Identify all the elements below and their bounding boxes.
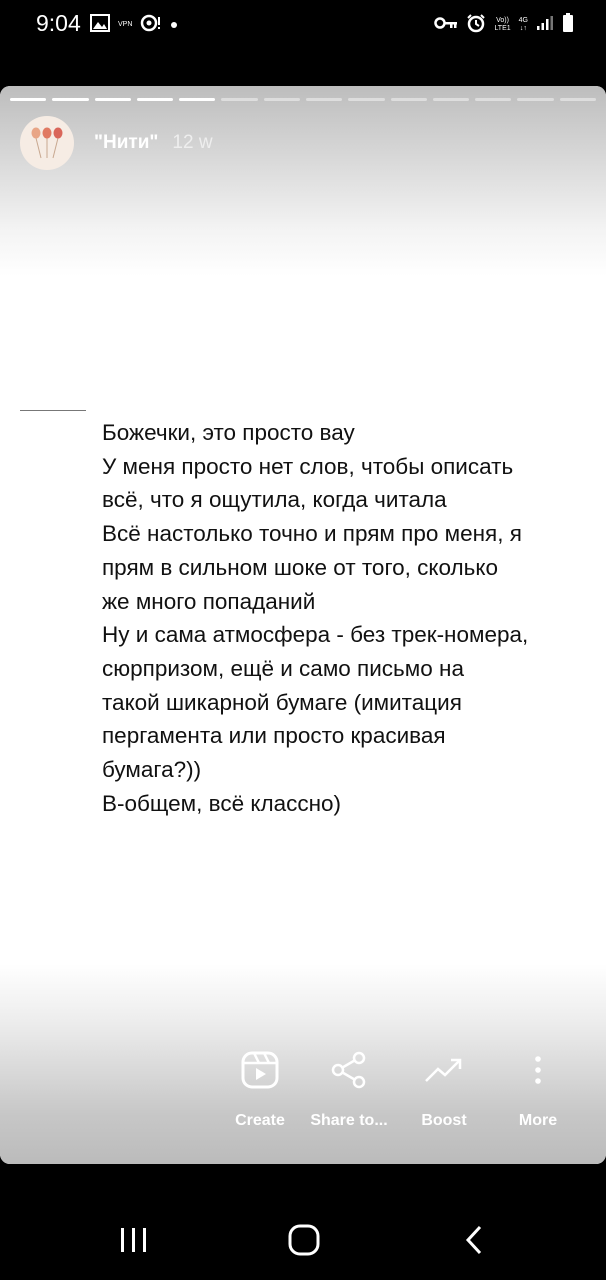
progress-segment [348,98,384,101]
story-message [102,416,592,820]
progress-segment [95,98,131,101]
message-line: сюрпризом, ещё и само письмо на [102,655,464,681]
more-label: More [518,1112,558,1129]
status-right-icons [434,14,574,36]
story-progress-bar [10,98,596,101]
create-label: Create [235,1112,285,1129]
progress-segment [517,98,553,101]
progress-segment [221,98,257,101]
vpn-label: VPN [118,21,133,28]
network-type-indicator: 4G ↓↑ [518,17,528,32]
data-arrows-icon: ↓↑ [519,25,527,32]
progress-segment [264,98,300,101]
message-line: Ну и сама атмосфера - без трек-номера, [102,622,529,648]
post-age: 12 w [172,132,213,153]
share-to-label: Share to... [310,1112,388,1129]
story-card[interactable] [0,86,606,1164]
alarm-icon [466,13,486,38]
avatar[interactable] [20,116,74,170]
home-icon [287,1223,321,1257]
status-time: 9:04 [36,10,81,36]
message-line: пергамента или просто красивая [102,723,446,749]
message-line: всё, что я ощутила, когда читала [102,487,447,513]
message-line: прям в сильном шоке от того, сколько [102,554,499,580]
key-icon [434,16,458,35]
message-line: У меня просто нет слов, чтобы описать [102,453,514,479]
more-vertical-icon [516,1048,560,1092]
story-actions [0,1048,606,1138]
message-line: Божечки, это просто вау [102,420,355,445]
share-icon [327,1048,371,1092]
notification-dot-icon [170,16,178,34]
progress-segment [137,98,173,101]
more-button[interactable] [478,1048,598,1138]
message-line: В-общем, всё классно) [102,790,342,816]
system-nav-bar [0,1190,606,1280]
progress-segment [391,98,427,101]
sync-icon [140,13,162,38]
recent-apps-button[interactable] [104,1210,164,1270]
message-line: же много попаданий [102,588,316,614]
back-button[interactable] [444,1210,504,1270]
text-divider [20,410,86,411]
recent-apps-icon [118,1225,150,1255]
boost-label: Boost [421,1112,467,1129]
progress-segment [306,98,342,101]
status-bar [0,0,606,52]
balloons-logo-icon [27,126,67,160]
progress-segment [10,98,46,101]
progress-segment [560,98,596,101]
progress-segment [179,98,215,101]
progress-segment [475,98,511,101]
battery-icon [562,13,574,38]
status-left-icons [90,14,178,36]
progress-segment [433,98,469,101]
boost-trend-icon [422,1048,466,1092]
reels-icon [238,1048,282,1092]
progress-segment [52,98,88,101]
home-button[interactable] [274,1210,334,1270]
volte-indicator: Vo)) LTE1 [494,17,511,32]
back-icon [464,1224,484,1256]
message-line: Всё настолько точно и прям про меня, я [102,521,522,547]
message-line: бумага?)) [102,757,202,783]
signal-strength-icon [536,15,554,36]
top-shade [0,86,606,276]
story-header [20,116,213,170]
gallery-notification-icon [90,14,110,37]
account-name[interactable]: "Нити" [94,132,159,153]
message-line: такой шикарной бумаге (имитация [102,689,462,715]
